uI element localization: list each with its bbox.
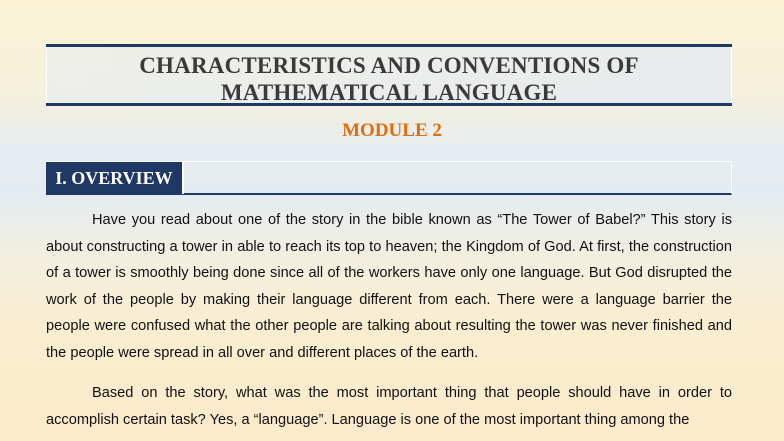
section-heading-rule <box>182 162 731 194</box>
document-title-line-1: CHARACTERISTICS AND CONVENTIONS OF <box>139 53 639 78</box>
document-title-line-2: MATHEMATICAL LANGUAGE <box>220 80 558 105</box>
section-heading: I. OVERVIEW <box>46 162 182 194</box>
section-heading-bar <box>46 161 732 195</box>
title-box <box>46 44 732 106</box>
paragraph: Based on the story, what was the most important thing that people should have in order to accomplish certain task? Yes, a “language”. Language is one of the most important thing among the <box>46 385 732 428</box>
paragraph: Have you read about one of the story in the bible known as “The Tower of Babel?” This story is about constructing a tower in able to reach its top to heaven; the Kingdom of God. At first, the construction of a tower is smoothly being done since all of the workers have only one language. But God disrupted the work of the people by making their language different from each. There were a language barrier the people were confused what the other people are talking about resulting the tower was never finished and the people were spread in all over and different places of the earth. <box>46 212 732 361</box>
module-label: MODULE 2 <box>342 120 442 141</box>
body-text <box>46 207 732 433</box>
